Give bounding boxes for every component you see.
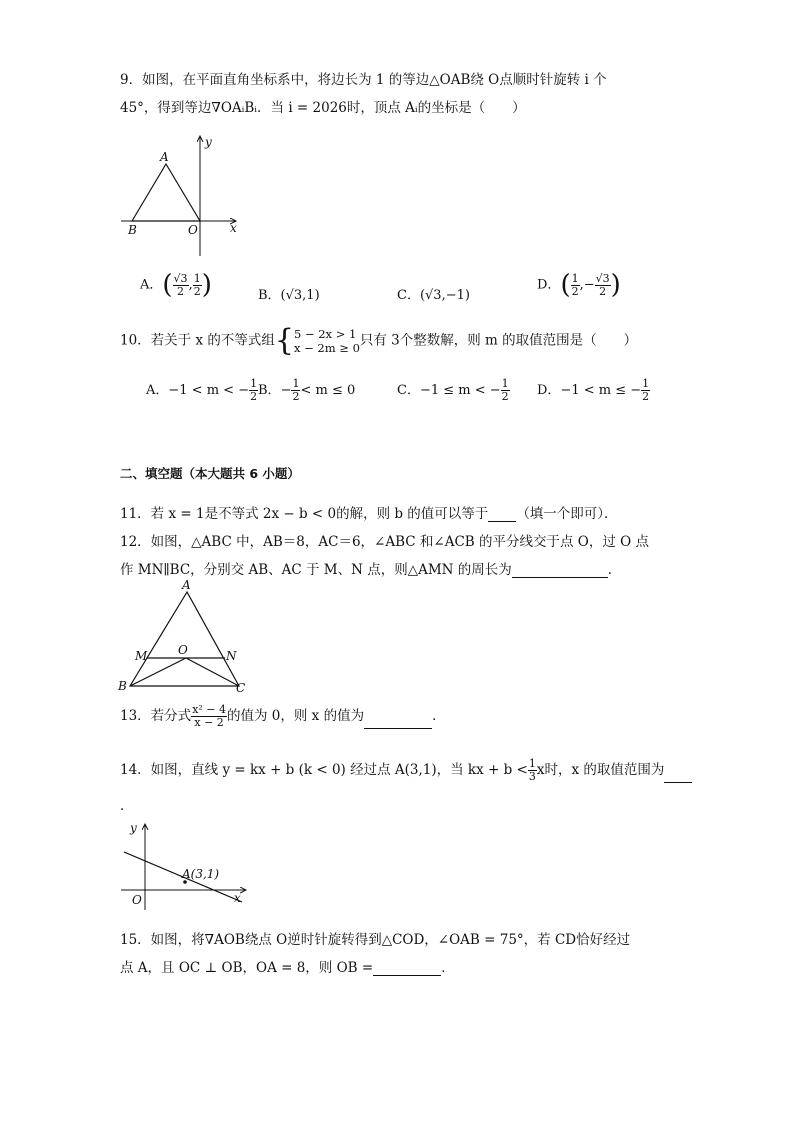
label-x: x [230, 221, 237, 235]
label-y: y [205, 135, 212, 149]
q14-answer-blank[interactable] [664, 769, 692, 783]
q15-line2: 点 A，且 OC ⊥ OB，OA = 8，则 OB = ． [120, 960, 455, 976]
q12-figure [112, 578, 262, 696]
label-x: x [234, 891, 241, 905]
q12-line2: 作 MN∥BC，分别交 AB、AC 于 M、N 点，则△AMN 的周长为 ． [120, 562, 622, 578]
q10-stem: 10．若关于 x 的不等式组{5 − 2x > 1 x − 2m ≥ 0只有 3个整数解，则 m 的取值范围是（ ） [120, 323, 638, 358]
label-y: y [130, 821, 137, 835]
q9-line1: 9．如图，在平面直角坐标系中，将边长为 1 的等边△OAB绕 O点顺时针旋转 i 个 [120, 72, 607, 88]
q11-text: 11．若 x = 1是不等式 2x − b < 0的解，则 b 的值可以等于 （填一个即可）． [120, 506, 618, 522]
triangle-abc [130, 592, 239, 686]
label-a: A [160, 150, 169, 164]
q10-inequality-1: 5 − 2x > 1 [293, 327, 357, 341]
q11-answer-blank[interactable] [488, 508, 516, 522]
q9-option-c[interactable]: C．(√3,−1) [397, 288, 470, 303]
label-a: A(3,1) [182, 867, 220, 881]
q14-end: ． [120, 798, 134, 814]
q14-text: 14．如图，直线 y = kx + b (k < 0) 经过点 A(3,1)，当 kx + b < $\frac{1}{3}$ x时，x 的取值范围为 [120, 758, 692, 783]
q9-option-a[interactable]: A．( $\frac{√3}{2}$ , $\frac{1}{2}$ ) [140, 270, 212, 300]
q9-figure [116, 128, 246, 263]
label-b: B [118, 679, 127, 693]
q9-option-b[interactable]: B．(√3,1) [258, 288, 320, 303]
section-heading: 二、填空题（本大题共 6 小题） [120, 466, 300, 481]
label-c: C [236, 681, 246, 695]
q10-option-c[interactable]: C．−1 ≤ m < − $\frac{1}{2}$ [397, 377, 509, 403]
q10-option-d[interactable]: D．−1 < m ≤ − $\frac{1}{2}$ [537, 377, 650, 403]
q15-answer-blank[interactable] [373, 962, 441, 976]
q9-line2: 45°，得到等边∇OAᵢBᵢ．当 i = 2026时，顶点 Aᵢ的坐标是（ ） [120, 100, 526, 116]
q10-option-b[interactable]: B．− $\frac{1}{2}$ < m ≤ 0 [258, 377, 356, 403]
label-o: O [188, 223, 198, 237]
label-o: O [178, 643, 188, 657]
label-o: O [132, 893, 142, 907]
q10-inequality-2: x − 2m ≥ 0 [293, 341, 360, 355]
q12-answer-blank[interactable] [512, 564, 608, 578]
label-b: B [128, 223, 137, 237]
q13-answer-blank[interactable] [364, 715, 432, 729]
q15-line1: 15．如图，将∇AOB绕点 O逆时针旋转得到△COD，∠OAB = 75°，若 CD恰好经过 [120, 932, 631, 948]
q12-line1: 12．如图，△ABC 中，AB＝8，AC＝6，∠ABC 和∠ACB 的平分线交于点 O，过 O 点 [120, 534, 649, 550]
q13-text: 13．若分式 $\frac{\text{x² − 4}}{x - 2}$ 的值为 0，则 x 的值为 ． [120, 703, 446, 729]
label-m: M [135, 649, 148, 663]
q10-option-a[interactable]: A．−1 < m < − $\frac{1}{2}$ [146, 377, 258, 403]
q9-option-d[interactable]: D．( $\frac{1}{2}$ ,− $\frac{√3}{2}$ ) [537, 270, 621, 300]
label-n: N [226, 649, 237, 663]
q14-figure [116, 818, 256, 913]
label-a: A [182, 578, 191, 592]
triangle-oab [132, 164, 200, 221]
